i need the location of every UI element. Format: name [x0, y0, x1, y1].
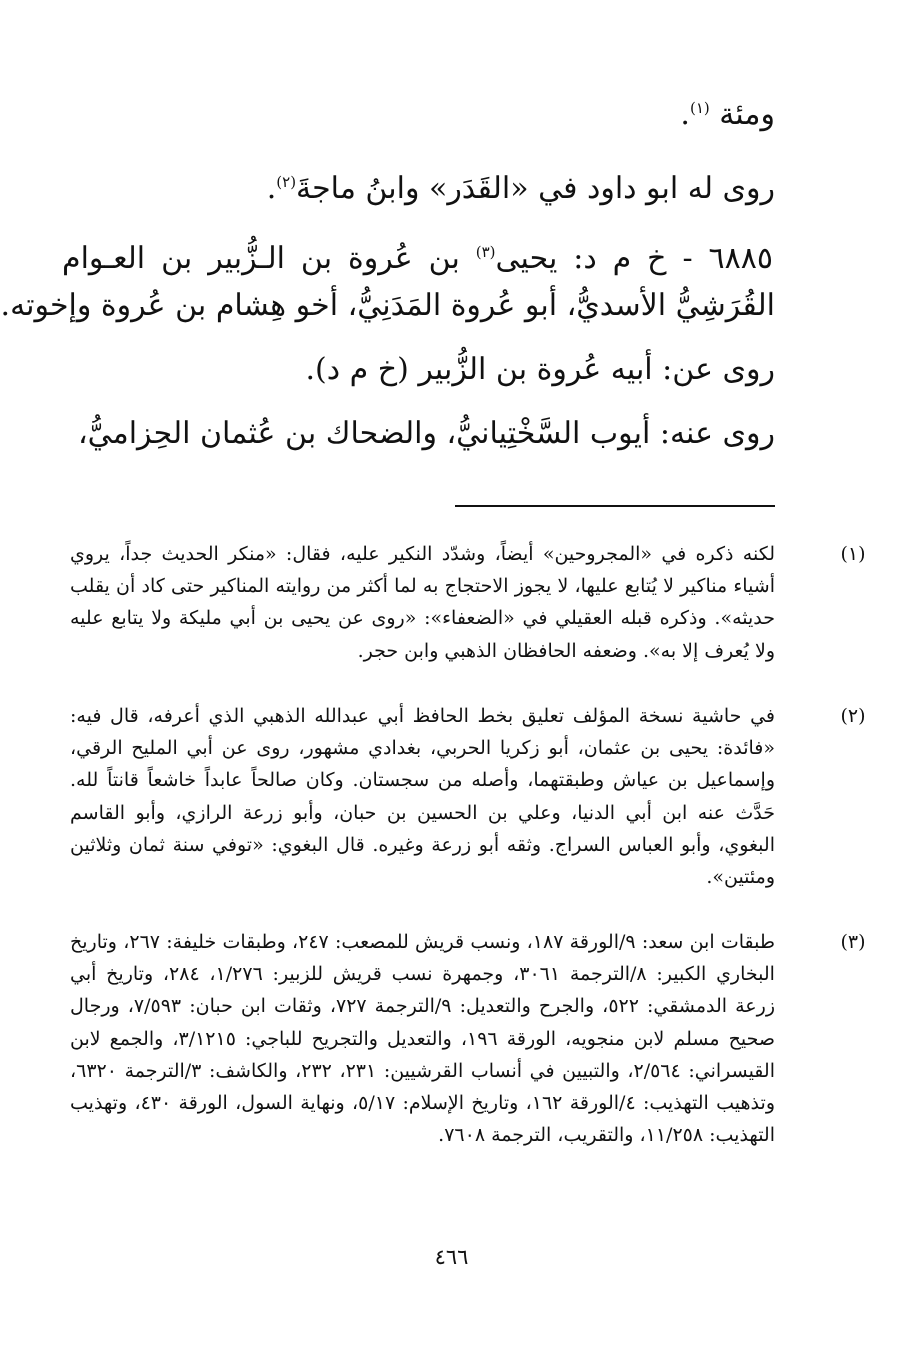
- footnote-3: طبقات ابن سعد: ٩/الورقة ١٨٧، ونسب قريش للمصعب: ٢٤٧، وطبقات خليفة: ٢٦٧، وتاريخ البخاري الكبير: ٨/الترجمة ٣٠٦١، وجمهرة نسب قريش للزبير: ١/٢٧٦، ٢٨٤، وتاريخ أبي زرعة الدمشقي: ٥٢٢، والجرح والتعديل: ٩/الترجمة ٧٢٧، وثقات ابن حبان: ٧/٥٩٣، ورجال صحيح مسلم لابن منجويه، الورقة ١٩٦، والتعديل والتجريح للباجي: ٣/١٢١٥، والجمع لابن القيسراني: ٢/٥٦٤، والتبيين في أنساب القرشيين: ٢٣١، ٢٣٢، والكاشف: ٣/الترجمة ٦٣٢٠، وتذهيب التهذيب: ٤/الورقة ١٦٢، وتاريخ الإسلام: ٥/١٧، ونهاية السول، الورقة ٤٣٠، وتهذيب التهذيب: ١١/٢٥٨، والتقريب، الترجمة ٧٦٠٨.: [70, 931, 775, 1147]
- entry-heading-line: [62, 230, 773, 281]
- footnote-ref-1: (١): [689, 99, 710, 117]
- main-line-2: [60, 160, 775, 211]
- main-line-6: روى عنه: أيوب السَّخْتِيانيُّ، والضحاك بن عُثمان الحِزاميُّ،: [77, 416, 775, 451]
- entry-intro: ٦٨٨٥ - خ م د: يحيى: [495, 241, 773, 276]
- footnote-number-2: (٢): [840, 705, 866, 727]
- line2-text: روى له ابو داود في «القَدَر» وابنُ ماجةَ: [296, 171, 775, 206]
- footnote-2: في حاشية نسخة المؤلف تعليق بخط الحافظ أبي عبدالله الذهبي الذي أعرفه، قال فيه: «فائدة: يحيى بن عثمان، أبو زكريا الحربي، بغدادي مشهور، روى عن أبي المليح الرقي، وإسماعيل بن عياش وطبقتهما، وأصله من سجستان. وكان صالحاً عابداً خاشعاً قانتاً لله. حَدَّث عنه ابن أبي الدنيا، وعلي بن الحسين بن حبان، وأبو زرعة الرازي، وأبو القاسم البغوي، وأبو العباس السراج. وثقه أبو زرعة وغيره. قال البغوي: «توفي سنة ثمان وثلاثين ومئتين».: [70, 705, 775, 889]
- footnote-ref-3: (٣): [475, 243, 496, 261]
- footnote-ref-2: (٢): [276, 173, 297, 191]
- main-line-4: القُرَشِيُّ الأسديُّ، أبو عُروة المَدَنِيُّ، أخو هِشام بن عُروة وإخوته.: [0, 288, 775, 323]
- main-line-1: [60, 86, 775, 137]
- period: .: [266, 171, 277, 206]
- footnote-number-3: (٣): [840, 931, 866, 953]
- main-line-5: روى عن: أبيه عُروة بن الزُّبير (خ م د).: [305, 352, 775, 387]
- footnote-separator: [455, 505, 775, 507]
- footnote-1: لكنه ذكره في «المجروحين» أيضاً، وشدّد النكير عليه، فقال: «منكر الحديث جداً، يروي أشياء مناكير لا يُتابع عليها، لا يجوز الاحتجاج به لما أكثر من روايته المناكير حتى كاد أن يقلب حديثه». وذكره قبله العقيلي في «الضعفاء»: «روى عن يحيى بن أبي مليكة ولا يتابع عليه ولا يُعرف إلا به». وضعفه الحافظان الذهبي وابن حجر.: [70, 543, 775, 662]
- entry-rest: بن عُروة بن الـزُّبير بن العـوام: [62, 241, 460, 276]
- footnote-number-1: (١): [840, 543, 866, 565]
- page-number: ٤٦٦: [434, 1245, 469, 1269]
- line1-text: ومئة: [719, 97, 775, 132]
- period: .: [680, 97, 690, 132]
